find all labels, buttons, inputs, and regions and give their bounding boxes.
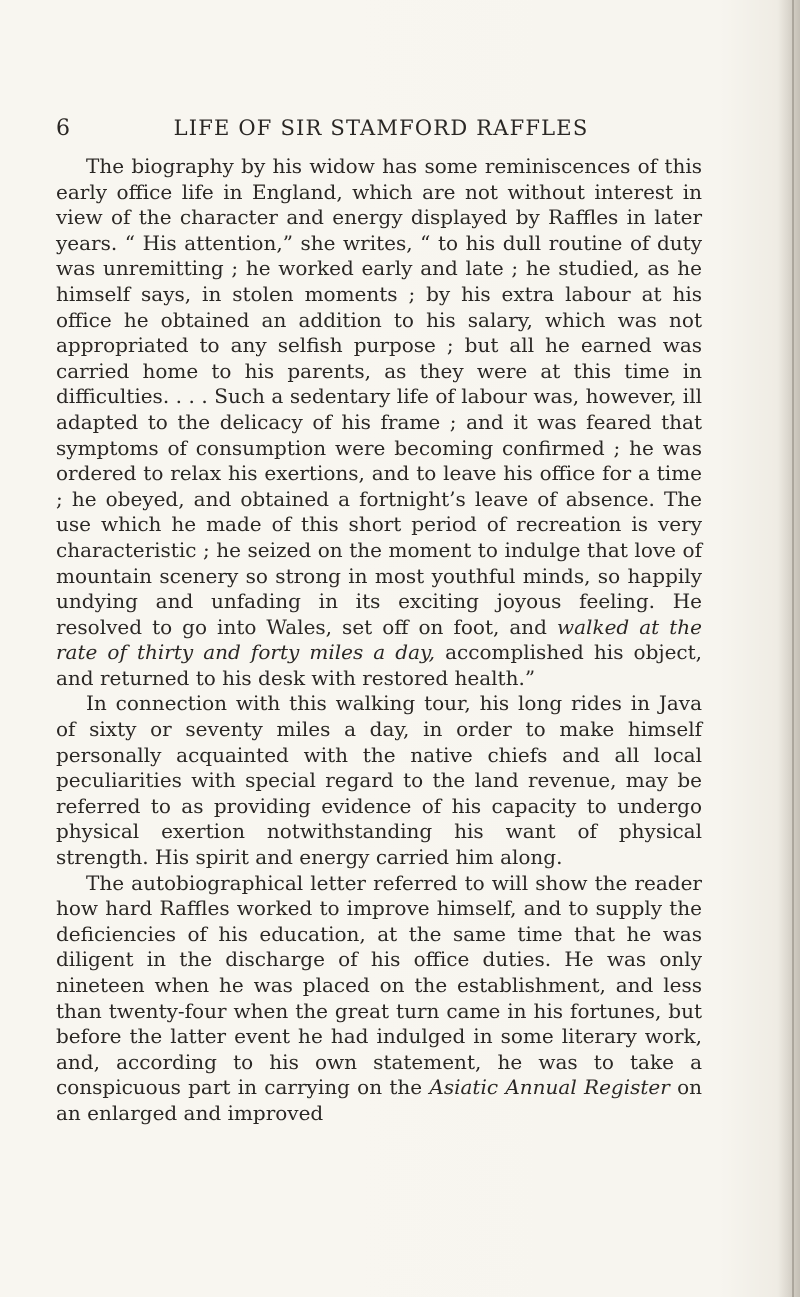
paragraph-3-text-start: The autobiographical letter referred to will show the reader how hard Raffles worked to improve himself, and to supply the deficiencies of his education, at the same time that he was diligent in the discharge of his office duties. He was only nineteen when he was placed on the establishment, and less than twenty-four when the great turn came in his fortunes, but before the latter event he had indulged in some literary work, and, according to his own statement, he was to take a conspicuous part in carrying on the [56, 870, 702, 1100]
paragraph-2: In connection with this walking tour, his long rides in Java of sixty or seventy miles a day, in order to make himself personally acquainted with the native chiefs and all local peculiarities with special regard to the land revenue, may be referred to as providing evidence of his capacity to undergo physical exertion notwithstanding his want of physical strength. His spirit and energy carried him along. [56, 691, 702, 870]
paragraph-3 [56, 871, 702, 1127]
paragraph-1-text-start: The biography by his widow has some reminiscences of this early office life in England, which are not without interest in view of the character and energy displayed by Raffles in later years. “ His attention,” she writes, “ to his dull routine of duty was unremitting ; he worked early and late ; he studied, as he himself says, in stolen moments ; by his extra labour at his office he obtained an addition to his salary, which was not appropriated to any selfish purpose ; but all he earned was carried home to his parents, as they were at this time in difficulties. . . . Such a sedentary life of labour was, however, ill adapted to the delicacy of his frame ; and it was feared that symptoms of consumption were becoming confirmed ; he was ordered to relax his exertions, and to leave his office for a time ; he obeyed, and obtained a fortnight’s leave of absence. The use which he made of this short period of recreation is very characteristic ; he seized on the moment to indulge that love of mountain scenery so strong in most youthful minds, so happily undying and unfading in its exciting joyous feeling. He resolved to go into Wales, set off on foot, and [56, 154, 702, 639]
paragraph-1-italic: walked at the rate of thirty and forty miles a day, [56, 614, 702, 665]
paragraph-1 [56, 154, 702, 691]
paragraph-3-text-end: on an enlarged and improved [56, 1075, 703, 1125]
paragraph-1-text-end: accomplished his object, and returned to his desk with restored health.” [56, 640, 703, 690]
page-edge-line [792, 0, 794, 1297]
running-head: LIFE OF SIR STAMFORD RAFFLES [173, 116, 589, 140]
page-edge-shadow [778, 0, 800, 1297]
paragraph-3-italic: Asiatic Annual Register [429, 1075, 670, 1100]
page-number: 6 [56, 116, 71, 141]
body-text [56, 154, 702, 1127]
page-header [56, 116, 706, 156]
